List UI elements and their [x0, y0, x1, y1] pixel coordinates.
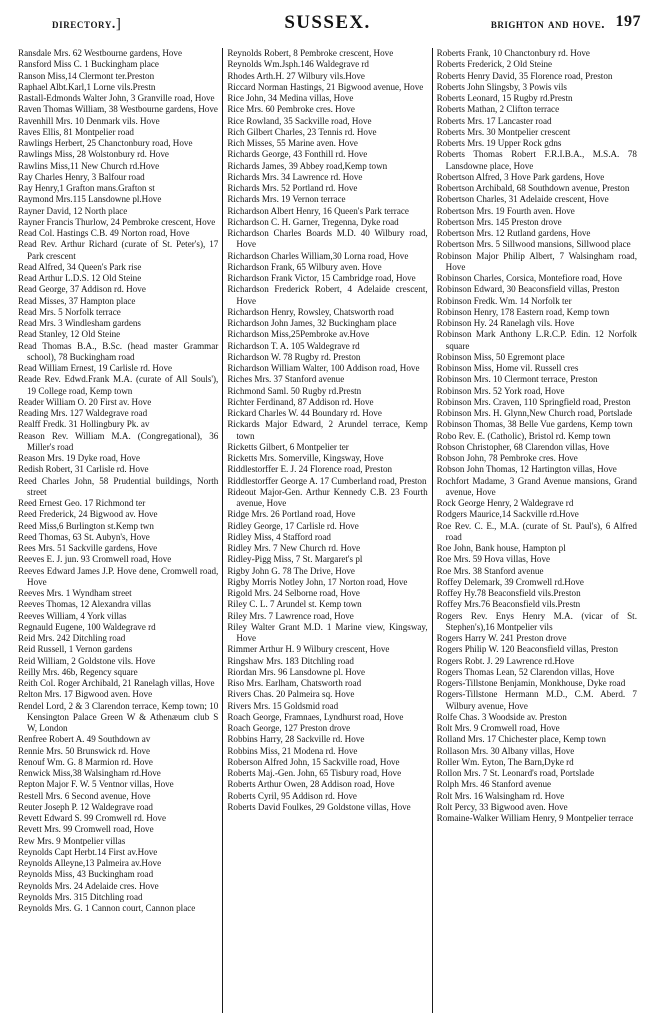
directory-entry: Reynolds Mrs. 24 Adelaide cres. Hove: [18, 880, 159, 891]
directory-entry: Rivers Mrs. 15 Goldsmid road: [227, 700, 339, 711]
directory-entry: Roffey Hy.78 Beaconsfield vils.Preston: [436, 588, 581, 598]
directory-entry: Roberts Frank, 10 Chanctonbury rd. Hove: [436, 48, 590, 58]
directory-entry: Repton Major F. W. 5 Ventnor villas, Hove: [18, 779, 174, 790]
directory-entry: Robinson Charles, Corsica, Montefiore road, Hove: [436, 273, 623, 283]
directory-entry: Robertson Alfred, 3 Hove Park gardens, Hove: [436, 171, 605, 182]
directory-entry: Rollason Mrs. 30 Albany villas, Hove: [436, 745, 575, 756]
directory-entry: Raves Ellis, 81 Montpelier road: [18, 126, 134, 137]
directory-entry: Roberts Mrs. 30 Montpelier crescent: [436, 126, 571, 137]
directory-entry: Reader William O. 20 First av. Hove: [18, 396, 152, 407]
directory-entry: Rogers Harry W. 241 Preston drove: [436, 633, 567, 643]
directory-entry: Read Stanley, 12 Old Steine: [18, 329, 121, 340]
directory-entry: Reeves Thomas, 12 Alexandra villas: [18, 599, 151, 610]
directory-entry: Rolfe Chas. 3 Woodside av. Preston: [436, 711, 567, 722]
entry-list-2: [227, 48, 427, 813]
directory-entry: Richardson William Walter, 100 Addison road, Hove: [227, 363, 420, 373]
directory-entry: Robertson Mrs. 19 Fourth aven. Hove: [436, 205, 575, 216]
directory-entry: Rimmer Arthur H. 9 Wilbury crescent, Hove: [227, 644, 390, 655]
directory-entry: Robo Rev. E. (Catholic), Bristol rd. Kemp town: [436, 430, 611, 441]
directory-entry: Ridley Mrs. 7 New Church rd. Hove: [227, 543, 361, 553]
directory-entry: Robinson Major Philip Albert, 7 Walsingham road, Hove: [436, 250, 637, 272]
directory-entry: Robinson Mrs. 10 Clermont terrace, Preston: [436, 374, 598, 385]
directory-entry: Raymond Mrs.115 Lansdowne pl.Hove: [18, 194, 162, 205]
directory-entry: Roach George, Framnaes, Lyndhurst road, Hove: [227, 711, 404, 722]
directory-entry: Robinson Mrs. Craven, 110 Springfield road, Preston: [436, 396, 631, 407]
directory-entry: Romaine-Walker William Henry, 9 Montpelier terrace: [436, 813, 634, 823]
directory-entry: Roberts Arthur Owen, 28 Addison road, Hove: [227, 779, 395, 790]
directory-entry: Robinson Miss, Home vil. Russell cres: [436, 363, 579, 373]
directory-entry: Roberson Alfred John, 15 Sackville road, Hove: [227, 756, 400, 767]
directory-entry: Rew Mrs. 9 Montpelier villas: [18, 835, 126, 846]
directory-entry: Roe Rev. C. E., M.A. (curate of St. Paul's), 6 Alfred road: [436, 520, 637, 542]
directory-entry: Robertson Mrs. 5 Sillwood mansions, Sillwood place: [436, 239, 631, 250]
directory-entry: Reed Charles John, 58 Prudential buildings, North street: [18, 475, 219, 497]
directory-entry: Reynolds Miss, 43 Buckingham road: [18, 869, 154, 880]
directory-entry: Richmond Saml. 50 Rugby rd.Prestn: [227, 385, 362, 396]
directory-entry: Roberts Cyril, 95 Addison rd. Hove: [227, 790, 357, 801]
directory-entry: Ransford Miss C. 1 Buckingham place: [18, 59, 159, 70]
directory-entry: Realff Fredk. 31 Hollingbury Pk. av: [18, 419, 150, 430]
directory-entry: Robertson Archibald, 68 Southdown avenue, Preston: [436, 183, 630, 193]
directory-entry: Rice Mrs. 60 Pembroke cres. Hove: [227, 104, 355, 115]
running-head-left-label: directory.: [52, 16, 116, 31]
directory-entry: Reed Ernest Geo. 17 Richmond ter: [18, 498, 146, 508]
directory-entry: Rawlins Miss,11 New Church rd.Hove: [18, 160, 160, 171]
directory-entry: Roberts John Slingsby, 3 Powis vils: [436, 81, 567, 92]
directory-entry: Roe John, Bank house, Hampton pl: [436, 543, 566, 553]
directory-entry: Read Mrs. 5 Norfolk terrace: [18, 306, 121, 317]
directory-entry: Rickards Major Edward, 2 Arundel terrace, Kemp town: [227, 419, 428, 441]
entry-list-3: [437, 48, 637, 824]
directory-entry: Rogers Thomas Lean, 52 Clarendon villas, Hove: [436, 666, 615, 677]
directory-entry: Roberts David Foulkes, 29 Goldstone villas, Hove: [227, 801, 411, 812]
directory-entry: Renfree Robert A. 49 Southdown av: [18, 734, 151, 745]
directory-entry: Reid William, 2 Goldstone vils. Hove: [18, 655, 156, 666]
directory-entry: Reid Mrs. 242 Ditchling road: [18, 633, 126, 643]
directory-entry: Reed Frederick, 24 Bigwood av. Hove: [18, 509, 158, 520]
directory-entry: Reith Col. Roger Archibald, 21 Ranelagh villas, Hove: [18, 678, 215, 688]
directory-entry: Richardson Albert Henry, 16 Queen's Park terrace: [227, 205, 409, 216]
directory-entry: Rickard Charles W. 44 Boundary rd. Hove: [227, 408, 382, 418]
running-head-center: SUSSEX.: [284, 12, 371, 33]
directory-entry: Rolt Percy, 33 Bigwood aven. Hove: [436, 801, 568, 812]
directory-entry: Rice John, 34 Medina villas, Hove: [227, 93, 354, 103]
directory-entry: Robinson Mrs. H. Glynn,New Church road, Portslade: [436, 408, 633, 418]
directory-entry: Riddlestorffer George A. 17 Cumberland road, Preston: [227, 475, 427, 486]
directory-entry: Rogers-Tillstone Benjamin, Monkhouse, Dyke road: [436, 678, 626, 688]
directory-entry: Robbins Miss, 21 Modena rd. Hove: [227, 745, 358, 756]
directory-entry: Robson John, 78 Pembroke cres. Hove: [436, 453, 578, 463]
directory-entry: Rivers Chas. 20 Palmeira sq. Hove: [227, 689, 355, 700]
directory-entry: Read George, 37 Addison rd. Hove: [18, 284, 146, 295]
directory-entry: Read Misses, 37 Hampton place: [18, 295, 136, 306]
directory-entry: Richards Mrs. 52 Portland rd. Hove: [227, 183, 358, 193]
directory-entry: Riches Mrs. 37 Stanford avenue: [227, 374, 345, 385]
directory-entry: Reeves Mrs. 1 Wyndham street: [18, 588, 132, 598]
directory-entry: Reason Mrs. 19 Dyke road, Hove: [18, 453, 140, 463]
directory-entry: Robson John Thomas, 12 Hartington villas, Hove: [436, 464, 617, 475]
directory-entry: Reynolds Mrs. G. 1 Cannon court, Cannon place: [18, 903, 196, 913]
directory-entry: Robinson Fredk. Wm. 14 Norfolk ter: [436, 295, 572, 306]
directory-entry: Roberts Mathan, 2 Clifton terrace: [436, 104, 560, 115]
directory-entry: Ray Henry,1 Grafton mans.Grafton st: [18, 183, 155, 193]
directory-entry: Reed Miss,6 Burlington st.Kemp twn: [18, 520, 154, 531]
directory-entry: Riley C. L. 7 Arundel st. Kemp town: [227, 599, 362, 610]
directory-entry: Rodgers Maurice,14 Sackville rd.Hove: [436, 509, 579, 520]
directory-entry: Ransdale Mrs. 62 Westbourne gardens, Hove: [18, 48, 183, 58]
directory-entry: Rawlings Miss, 28 Wolstonbury rd. Hove: [18, 149, 169, 160]
directory-entry: Robinson Hy. 24 Ranelagh vils. Hove: [436, 318, 575, 328]
directory-entry: Richter Ferdinand, 87 Addison rd. Hove: [227, 396, 374, 407]
directory-entry: Roe Mrs. 59 Hova villas, Hove: [436, 554, 551, 565]
directory-entry: Reason Rev. William M.A. (Congregational), 36 Miller's road: [18, 430, 219, 452]
directory-entry: Reeves William, 4 York villas: [18, 610, 127, 621]
directory-entry: Ravenhill Mrs. 10 Denmark vils. Hove: [18, 115, 160, 126]
directory-entry: Roller Wm. Eyton, The Barn,Dyke rd: [436, 756, 574, 767]
directory-entry: Reade Rev. Edwd.Frank M.A. (curate of All Souls'), 19 College road, Kemp town: [18, 374, 219, 396]
directory-entry: Ridge Mrs. 26 Portland road, Hove: [227, 509, 356, 520]
directory-entry: Restell Mrs. 6 Second avenue, Hove: [18, 790, 151, 801]
directory-entry: Richardson John James, 32 Buckingham place: [227, 318, 397, 328]
directory-entry: Riccard Norman Hastings, 21 Bigwood avenue, Hove: [227, 81, 424, 92]
directory-entry: Rendel Lord, 2 & 3 Clarendon terrace, Kemp town; 10 Kensington Palace Green W & Athenæum club S W, London: [18, 700, 219, 733]
directory-entry: Read Alfred, 34 Queen's Park rise: [18, 261, 142, 272]
directory-entry: Roberts Frederick, 2 Old Steine: [436, 59, 553, 70]
directory-entry: Robinson Mark Anthony L.R.C.P. Edin. 12 Norfolk square: [436, 329, 637, 351]
directory-entry: Ridley George, 17 Carlisle rd. Hove: [227, 520, 359, 531]
directory-entry: Reynolds Capt Herbt.14 First av.Hove: [18, 846, 158, 857]
directory-entry: Ridley Miss, 4 Stafford road: [227, 531, 331, 542]
running-head-right: brighton and hove.: [490, 16, 605, 31]
directory-entry: Ricketts Mrs. Somerville, Kingsway, Hove: [227, 453, 384, 463]
directory-entry: Richardson T. A. 105 Waldegrave rd: [227, 340, 360, 351]
directory-entry: Roberts Leonard, 15 Rugby rd.Prestn: [436, 93, 573, 103]
directory-entry: Rice Rowland, 35 Sackville road, Hove: [227, 115, 372, 126]
directory-entry: Roe Mrs. 38 Stanford avenue: [436, 565, 544, 576]
directory-entry: Rolph Mrs. 46 Stanford avenue: [436, 779, 552, 790]
directory-entry: Rideout Major-Gen. Arthur Kennedy C.B. 23 Fourth avenue, Hove: [227, 486, 428, 508]
directory-entry: Roberts Mrs. 17 Lancaster road: [436, 115, 552, 126]
running-head-bracket: ]: [115, 16, 122, 32]
directory-entry: Ringshaw Mrs. 183 Ditchling road: [227, 655, 354, 666]
directory-entry: Ricketts Gilbert, 6 Montpelier ter: [227, 441, 349, 452]
directory-entry: Robinson Thomas, 38 Belle Vue gardens, Kemp town: [436, 419, 633, 430]
directory-entry: Reynolds Robert, 8 Pembroke crescent, Hove: [227, 48, 394, 58]
directory-entry: Robson Christopher, 68 Clarendon villas, Hove: [436, 441, 610, 452]
directory-entry: Read William Ernest, 19 Carlisle rd. Hove: [18, 363, 173, 373]
directory-entry: Robertson Charles, 31 Adelaide crescent, Hove: [436, 194, 609, 205]
running-head: [14, 12, 641, 42]
directory-entry: Richardson Frank, 65 Wilbury aven. Hove: [227, 261, 382, 272]
directory-entry: Ranson Miss,14 Clermont ter.Preston: [18, 70, 155, 81]
directory-entry: Roberts Maj.-Gen. John, 65 Tisbury road, Hove: [227, 768, 402, 778]
directory-entry: Rich Misses, 55 Marine aven. Hove: [227, 138, 358, 148]
directory-entry: Rhodes Arth.H. 27 Wilbury vils.Hove: [227, 70, 365, 81]
directory-entry: Rawlings Herbert, 25 Chanctonbury road, Hove: [18, 138, 193, 148]
directory-entry: Richardson W. 78 Rugby rd. Preston: [227, 351, 361, 362]
directory-entry: Rogers Philip W. 120 Beaconsfield villas, Preston: [436, 644, 619, 655]
directory-entry: Robinson Henry, 178 Eastern road, Kemp town: [436, 306, 610, 317]
directory-entry: Roach George, 127 Preston drove: [227, 723, 351, 733]
directory-entry: Reilly Mrs. 46b, Regency square: [18, 666, 138, 677]
directory-entry: Riley Walter Grant M.D. 1 Marine view, Kingsway, Hove: [227, 621, 428, 643]
directory-entry: Raphael Albt.Karl,1 Lorne vils.Prestn: [18, 81, 156, 92]
directory-entry: Rock George Henry, 2 Waldegrave rd: [436, 498, 574, 508]
directory-entry: Roffey Delemark, 39 Cromwell rd.Hove: [436, 576, 584, 587]
entry-list-1: [18, 48, 218, 914]
directory-entry: Robbins Harry, 28 Sackville rd. Hove: [227, 734, 365, 745]
directory-entry: Robertson Mrs. 12 Rutland gardens, Hove: [436, 228, 591, 238]
directory-entry: Read Mrs. 3 Windlesham gardens: [18, 318, 141, 328]
directory-entry: Rennie Mrs. 50 Brunswick rd. Hove: [18, 745, 151, 756]
directory-entry: Riddlestorffer E. J. 24 Florence road, Preston: [227, 464, 393, 475]
directory-entry: Richardson Miss,25Pembroke av.Hove: [227, 329, 370, 340]
directory-entry: Rochfort Madame, 3 Grand Avenue mansions, Grand avenue, Hove: [436, 475, 637, 497]
directory-entry: Rogers-Tillstone Hermann M.D., C.M. Aberd. 7 Wilbury avenue, Hove: [436, 689, 637, 711]
directory-entry: Read Rev. Arthur Richard (curate of St. Peter's), 17 Park crescent: [18, 239, 219, 261]
directory-entry: Rigold Mrs. 24 Selborne road, Hove: [227, 588, 360, 598]
directory-entry: Richards George, 43 Fonthill rd. Hove: [227, 149, 368, 160]
directory-entry: Reynolds Mrs. 315 Ditchling road: [18, 891, 143, 902]
directory-entry: Robinson Mrs. 52 York road, Hove: [436, 385, 565, 396]
directory-entry: Riordan Mrs. 96 Lansdowne pl. Hove: [227, 666, 365, 677]
directory-entry: Richardson Charles William,30 Lorna road, Hove: [227, 250, 409, 261]
directory-entry: Riley Mrs. 7 Lawrence road, Hove: [227, 610, 354, 621]
directory-entry: Ray Charles Henry, 3 Balfour road: [18, 171, 145, 182]
directory-entry: Richards Mrs. 19 Vernon terrace: [227, 194, 346, 205]
directory-entry: Reynolds Alleyne,13 Palmeira av.Hove: [18, 858, 162, 868]
directory-entry: Redish Robert, 31 Carlisle rd. Hove: [18, 464, 149, 475]
directory-entry: Roffey Mrs.76 Beaconsfield vils.Prestn: [436, 599, 581, 610]
directory-entry: Ridley-Pigg Miss, 7 St. Margaret's pl: [227, 554, 363, 565]
directory-entry: Reeves E. J. jun. 93 Cromwell road, Hove: [18, 554, 172, 565]
page-number: 197: [615, 13, 641, 30]
directory-entry: Rayner David, 12 North place: [18, 205, 128, 216]
directory-entry: Roberts Thomas Robert F.R.I.B.A., M.S.A. 78 Lansdowne place, Hove: [436, 149, 637, 171]
directory-entry: Regnauld Eugene, 100 Waldegrave rd: [18, 621, 156, 632]
directory-entry: Reuter Joseph P. 12 Waldegrave road: [18, 801, 153, 812]
directory-entry: Renwick Miss,38 Walsingham rd.Hove: [18, 768, 161, 778]
directory-entry: Read Arthur L.D.S. 12 Old Steine: [18, 273, 142, 283]
directory-entry: Roberts Mrs. 19 Upper Rock gdns: [436, 138, 562, 148]
directory-entry: Revett Edward S. 99 Cromwell rd. Hove: [18, 813, 166, 823]
directory-entry: Reed Thomas, 63 St. Aubyn's, Hove: [18, 531, 150, 542]
directory-entry: Richardson C. H. Garner, Tregenna, Dyke road: [227, 216, 399, 227]
directory-entry: Richards James, 39 Abbey road,Kemp town: [227, 160, 388, 171]
directory-entry: Rogers Robt. J. 29 Lawrence rd.Hove: [436, 655, 575, 666]
directory-entry: Robinson Edward, 30 Beaconsfield villas, Preston: [436, 284, 620, 295]
column-2: [222, 48, 431, 1013]
directory-entry: Reynolds Wm.Jsph.146 Waldegrave rd: [227, 59, 369, 70]
directory-entry: Roberts Henry David, 35 Florence road, Preston: [436, 70, 613, 81]
directory-entry: Raven Thomas William, 38 Westbourne gardens, Hove: [18, 104, 218, 115]
directory-entry: Richardson Henry, Rowsley, Chatsworth road: [227, 306, 394, 317]
directory-entry: Richardson Frederick Robert, 4 Adelaide crescent, Hove: [227, 284, 428, 306]
directory-entry: Richardson Charles Boards M.D. 40 Wilbury road, Hove: [227, 228, 428, 250]
directory-entry: Rolt Mrs. 9 Cromwell road, Hove: [436, 723, 560, 733]
directory-entry: Rastall-Edmonds Walter John, 3 Granville road, Hove: [18, 93, 215, 103]
directory-entry: Read Thomas B.A., B.Sc. (head master Grammar school), 78 Buckingham road: [18, 340, 219, 362]
directory-entry: Robertson Mrs. 145 Preston drove: [436, 216, 562, 227]
column-container: [14, 48, 641, 1013]
directory-entry: Relton Mrs. 17 Bigwood aven. Hove: [18, 689, 153, 700]
directory-entry: Reading Mrs. 127 Waldegrave road: [18, 408, 148, 418]
directory-entry: Read Col. Hastings C.B. 49 Norton road, Hove: [18, 228, 190, 238]
directory-entry: Rolt Mrs. 16 Walsingham rd. Hove: [436, 790, 565, 801]
directory-entry: Rich Gilbert Charles, 23 Tennis rd. Hove: [227, 126, 377, 137]
directory-entry: Richards Mrs. 34 Lawrence rd. Hove: [227, 171, 363, 182]
directory-entry: Renouf Wm. G. 8 Marmion rd. Hove: [18, 756, 153, 767]
directory-entry: Riso Mrs. Earlham, Chatsworth road: [227, 678, 362, 688]
directory-entry: Revett Mrs. 99 Cromwell road, Hove: [18, 824, 154, 835]
directory-entry: Rayner Francis Thurlow, 24 Pembroke crescent, Hove: [18, 216, 216, 227]
directory-entry: Reid Russell, 1 Vernon gardens: [18, 644, 133, 655]
column-1: [14, 48, 222, 1013]
directory-entry: Reeves Edward James J.P. Hove dene, Cromwell road, Hove: [18, 565, 219, 587]
directory-entry: Rigby John G. 78 The Drive, Hove: [227, 565, 355, 576]
directory-entry: Rees Mrs. 51 Sackville gardens, Hove: [18, 543, 158, 553]
directory-entry: Rolland Mrs. 17 Chichester place, Kemp town: [436, 734, 606, 745]
column-3: [432, 48, 641, 1013]
directory-entry: Rollon Mrs. 7 St. Leonard's road, Portslade: [436, 768, 595, 778]
directory-entry: Rigby Morris Notley John, 17 Norton road, Hove: [227, 576, 408, 587]
directory-entry: Robinson Miss, 50 Egremont place: [436, 351, 565, 362]
directory-entry: Richardson Frank Victor, 15 Cambridge road, Hove: [227, 273, 416, 283]
directory-entry: Rogers Rev. Enys Henry M.A. (vicar of St. Stephen's),16 Montpelier vils: [436, 610, 637, 632]
